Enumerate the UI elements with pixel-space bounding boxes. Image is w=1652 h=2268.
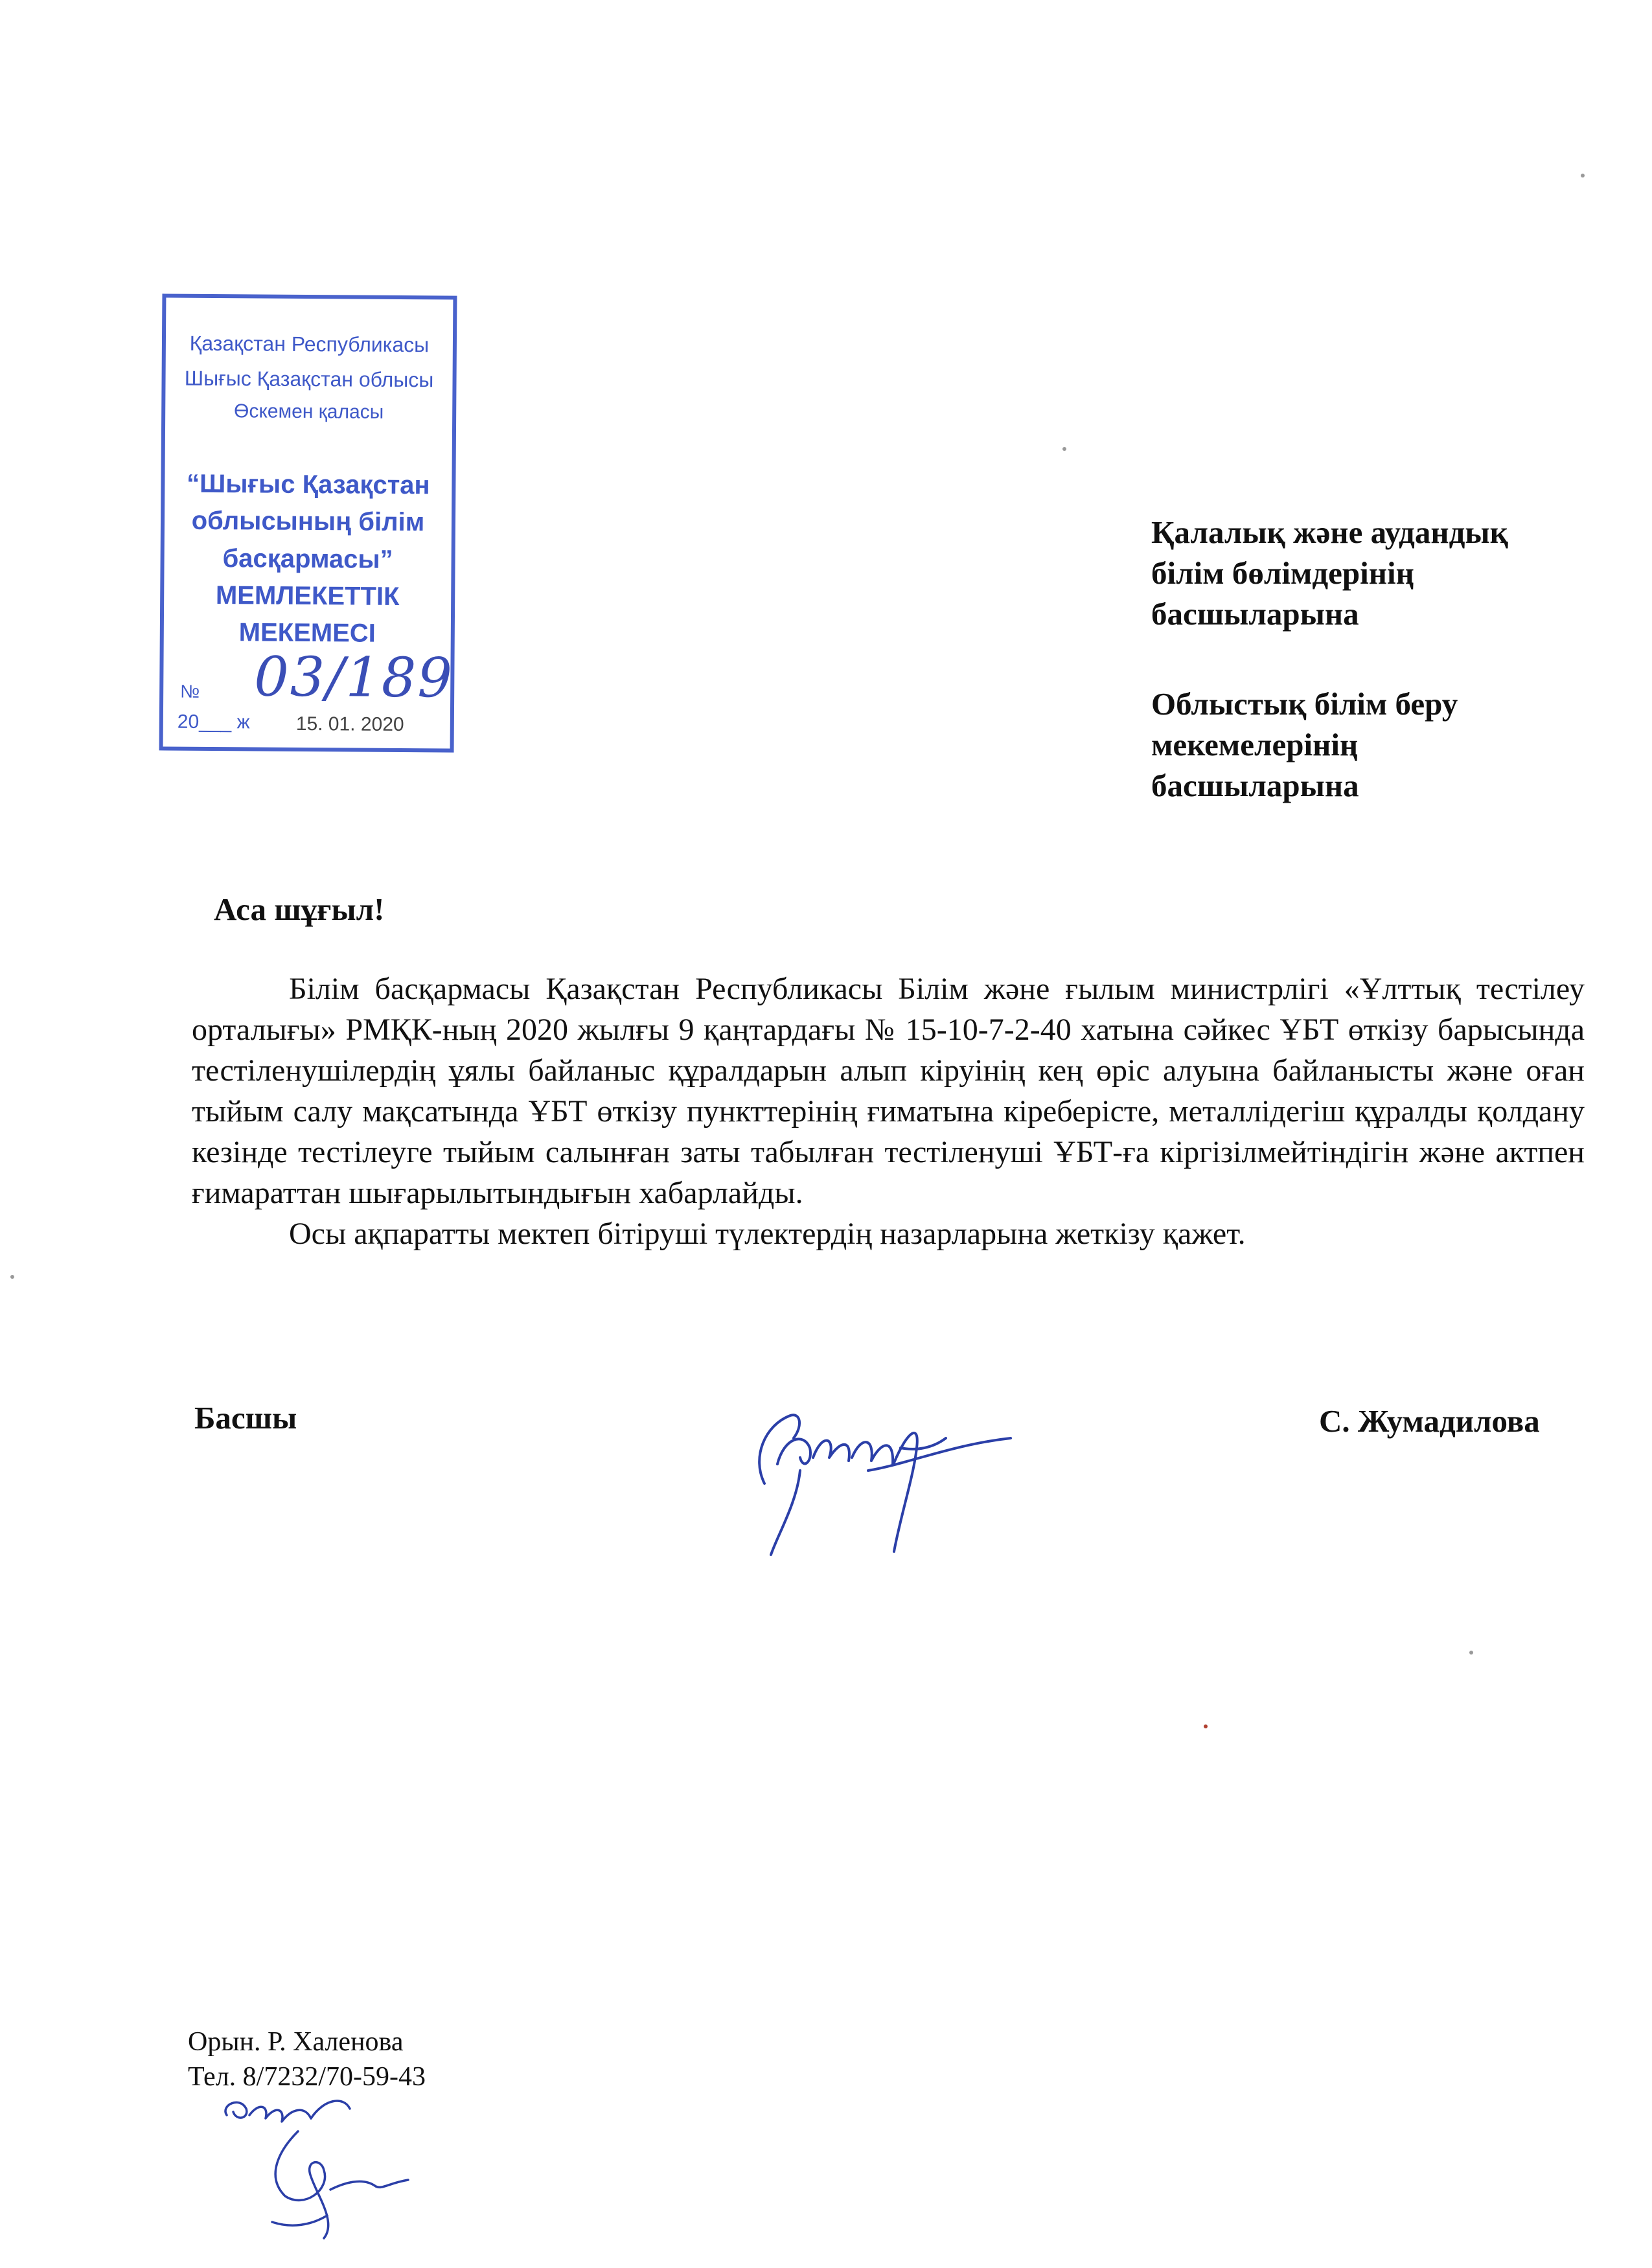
signer-role: Басшы — [194, 1400, 297, 1436]
scan-speck — [10, 1275, 14, 1279]
stamp-year-label: 20___ ж — [177, 711, 250, 733]
executor-phone: Тел. 8/7232/70-59-43 — [188, 2062, 426, 2092]
executor-signature — [214, 2092, 421, 2241]
signer-name: С. Жумадилова — [1319, 1403, 1540, 1439]
scan-speck — [1469, 1651, 1473, 1655]
addressee-group-2 — [1151, 683, 1605, 806]
stamp-line: Шығыс Қазақстан облысы — [184, 366, 434, 392]
executor-block — [188, 2024, 426, 2094]
stamp-line: облысының білім — [191, 506, 425, 537]
addressee-group-1 — [1151, 512, 1605, 634]
executor-name: Орын. Р. Халенова — [188, 2027, 404, 2057]
stamp-registration-date: 15. 01. 2020 — [295, 713, 404, 736]
addressee-line: басшыларына — [1151, 768, 1359, 803]
stamp-number-label: № — [180, 681, 200, 702]
stamp-registration-number: 03/189 — [254, 645, 454, 710]
stamp-line: Қазақстан Республикасы — [189, 331, 430, 357]
body-paragraph: Осы ақпаратты мектеп бітіруші түлектердің назарларына жеткізу қажет. — [289, 1217, 1246, 1251]
stamp-line: МЕМЛЕКЕТТІК — [215, 581, 400, 611]
scan-speck — [1062, 447, 1066, 451]
head-signature — [739, 1386, 1024, 1568]
addressee-line: Облыстық білім беру — [1151, 686, 1458, 722]
letter-body — [192, 968, 1585, 1254]
stamp-line: Өскемен қаласы — [233, 400, 384, 423]
stamp-line: МЕКЕМЕСІ — [238, 618, 376, 648]
scan-speck — [1581, 174, 1585, 178]
addressee-line: мекемелерінің — [1151, 727, 1359, 762]
addressee-line: Қалалық және аудандық — [1151, 514, 1508, 550]
addressee-line: білім бөлімдерінің — [1151, 555, 1414, 591]
urgency-heading: Аса шұғыл! — [214, 891, 385, 927]
stamp-line: басқармасы” — [222, 544, 393, 574]
stamp-line: “Шығыс Қазақстан — [186, 469, 430, 500]
scan-speck — [1204, 1724, 1208, 1728]
body-paragraph: Білім басқармасы Қазақстан Республикасы Білім және ғылым министрлігі «Ұлттық тестілеу орталығы» РМҚК-ның 2020 жылғы 9 қаңтардағы № 15-10-7-2-40 хатына сәйкес ҰБТ өткізу барысында тестіленушілердің ұялы байланыс құралдарын алып кіруінің кең өріс алуына байланысты және оған тыйым салу мақсатында ҰБТ өткізу пункттерінің ғиматына кіреберісте, металлідегіш құралды қолдану кезінде тестілеуге тыйым салынған заты табылған тестіленуші ҰБТ-ға кіргізілмейтіндігін және актпен ғимараттан шығарылытындығын хабарлайды. — [192, 972, 1585, 1210]
addressee-line: басшыларына — [1151, 596, 1359, 632]
registration-stamp — [159, 293, 457, 752]
